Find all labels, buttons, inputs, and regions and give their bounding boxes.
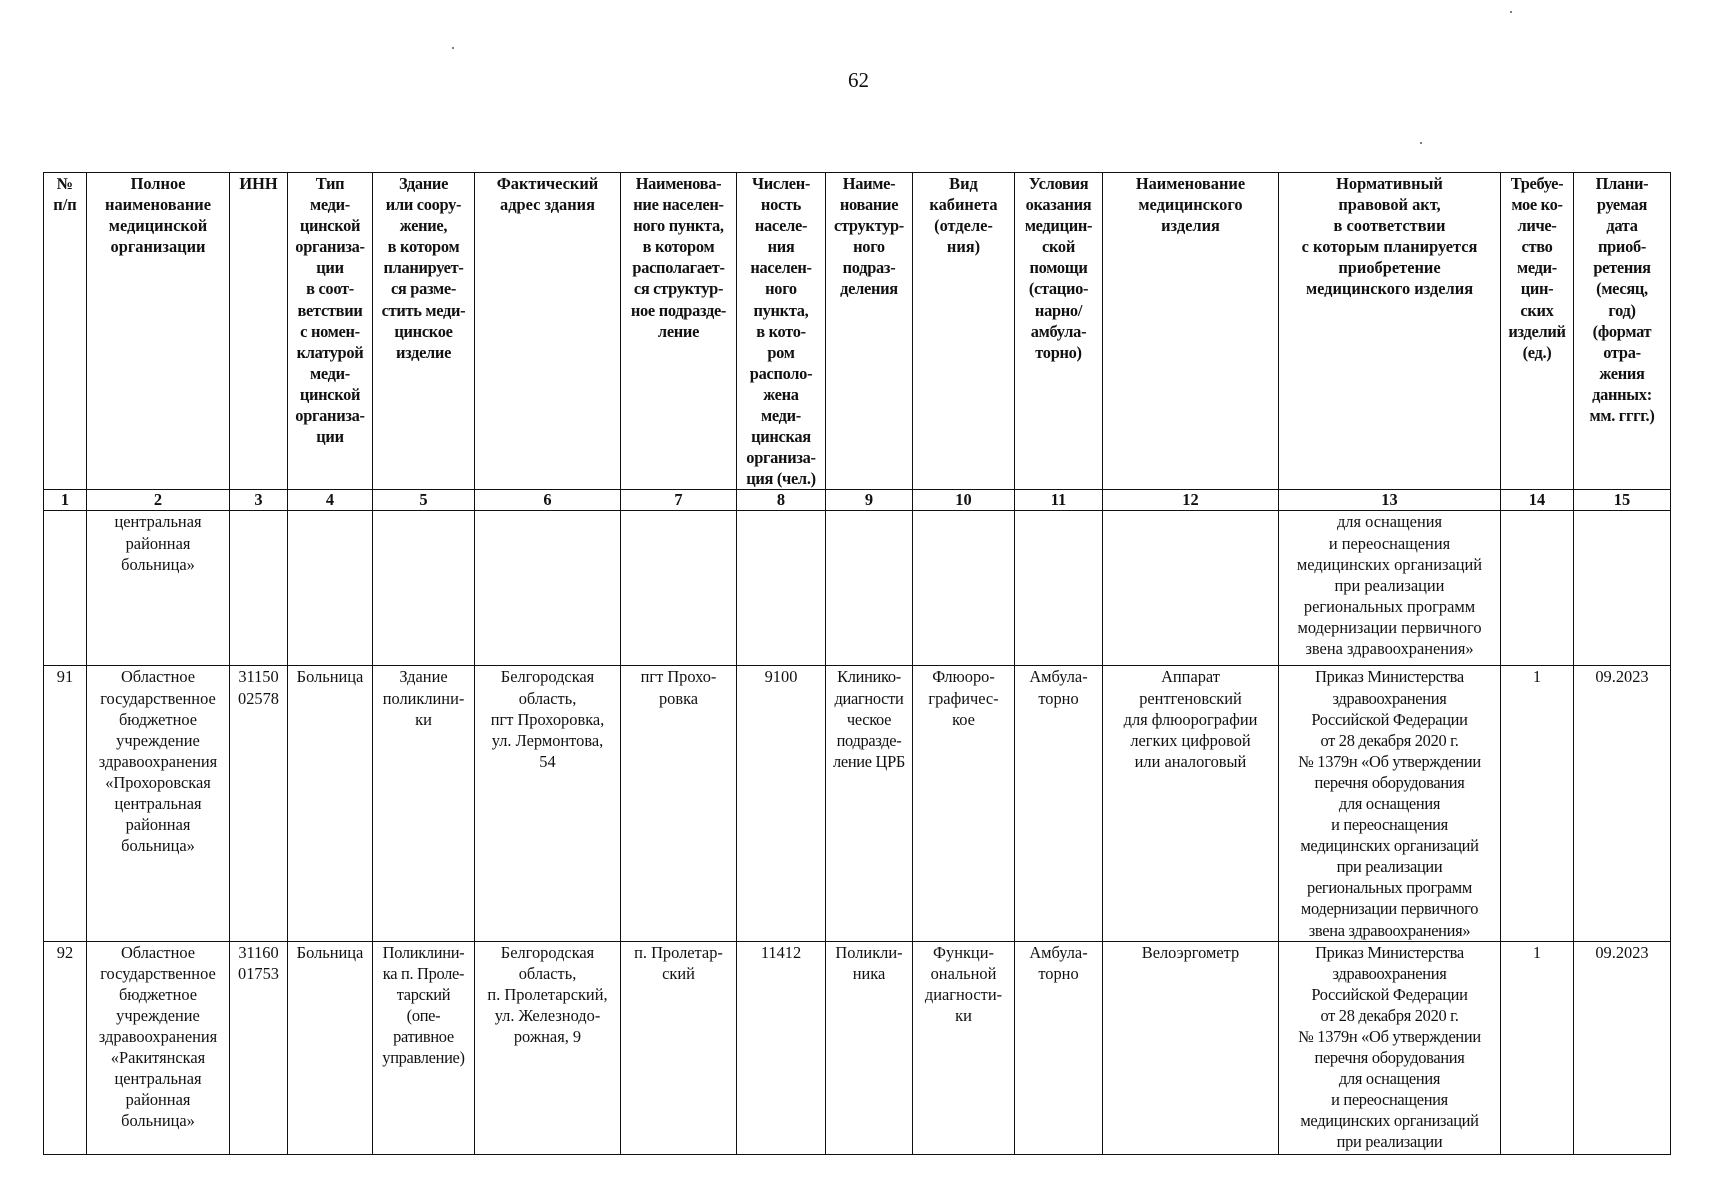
cell-population bbox=[737, 511, 826, 666]
cell-organization-name: центральная районная больница» bbox=[87, 511, 230, 666]
cell-address: Белгородская область, пгт Прохоровка, ул. Лермонтова, 54 bbox=[475, 666, 621, 941]
header-cell-6: Фактический адрес здания bbox=[475, 173, 621, 490]
column-number: 12 bbox=[1103, 490, 1279, 511]
column-number: 15 bbox=[1574, 490, 1671, 511]
cell-number: 91 bbox=[44, 666, 87, 941]
cell-quantity bbox=[1501, 511, 1574, 666]
page-number: 62 bbox=[848, 68, 869, 92]
cell-quantity: 1 bbox=[1501, 666, 1574, 941]
header-cell-2: Полное наименование медицинской организации bbox=[87, 173, 230, 490]
cell-device-name: Велоэргометр bbox=[1103, 941, 1279, 1154]
cell-care-conditions: Амбула- торно bbox=[1015, 941, 1103, 1154]
cell-planned-date: 09.2023 bbox=[1574, 666, 1671, 941]
column-number: 14 bbox=[1501, 490, 1574, 511]
cell-care-conditions bbox=[1015, 511, 1103, 666]
cell-building: Поликлини- ка п. Проле- тарский (опе- ративное управление) bbox=[373, 941, 475, 1154]
cell-address: Белгородская область, п. Пролетарский, ул. Железнодо- рожная, 9 bbox=[475, 941, 621, 1154]
cell-cabinet-type: Флюоро- графичес- кое bbox=[913, 666, 1015, 941]
scan-speck bbox=[1420, 142, 1422, 144]
cell-inn: 31150 02578 bbox=[230, 666, 288, 941]
column-number: 3 bbox=[230, 490, 288, 511]
cell-number: 92 bbox=[44, 941, 87, 1154]
column-number: 7 bbox=[621, 490, 737, 511]
cell-organization-type: Больница bbox=[288, 666, 373, 941]
cell-settlement bbox=[621, 511, 737, 666]
header-cell-4: Тип меди- цинской организа- ции в соот- ветствии с номен- клатурой меди- цинской организа- ции bbox=[288, 173, 373, 490]
header-cell-10: Вид кабинета (отделе- ния) bbox=[913, 173, 1015, 490]
cell-cabinet-type bbox=[913, 511, 1015, 666]
cell-care-conditions: Амбула- торно bbox=[1015, 666, 1103, 941]
column-number: 4 bbox=[288, 490, 373, 511]
table-row-91 bbox=[44, 666, 1671, 941]
column-number: 13 bbox=[1279, 490, 1501, 511]
header-cell-11: Условия оказания медицин- ской помощи (стацио- нарно/ амбула- торно) bbox=[1015, 173, 1103, 490]
column-number: 10 bbox=[913, 490, 1015, 511]
cell-inn: 31160 01753 bbox=[230, 941, 288, 1154]
header-cell-13: Нормативный правовой акт, в соответствии с которым планируется приобретение медицинского изделия bbox=[1279, 173, 1501, 490]
cell-settlement: п. Пролетар- ский bbox=[621, 941, 737, 1154]
table-row-continuation bbox=[44, 511, 1671, 666]
cell-address bbox=[475, 511, 621, 666]
cell-number bbox=[44, 511, 87, 666]
cell-organization-name: Областное государственное бюджетное учреждение здравоохранения «Прохоровская центральная районная больница» bbox=[87, 666, 230, 941]
cell-population: 11412 bbox=[737, 941, 826, 1154]
cell-population: 9100 bbox=[737, 666, 826, 941]
header-cell-1: № п/п bbox=[44, 173, 87, 490]
cell-division: Клинико- диагности ческое подразде- ление ЦРБ bbox=[826, 666, 913, 941]
cell-cabinet-type: Функци- ональной диагности- ки bbox=[913, 941, 1015, 1154]
cell-organization-name: Областное государственное бюджетное учреждение здравоохранения «Ракитянская центральная районная больница» bbox=[87, 941, 230, 1154]
column-number: 11 bbox=[1015, 490, 1103, 511]
column-number: 2 bbox=[87, 490, 230, 511]
cell-organization-type: Больница bbox=[288, 941, 373, 1154]
cell-building bbox=[373, 511, 475, 666]
equipment-plan-table bbox=[43, 172, 1671, 1155]
cell-division bbox=[826, 511, 913, 666]
cell-device-name bbox=[1103, 511, 1279, 666]
header-cell-5: Здание или соору- жение, в котором планирует- ся разме- стить меди- цинское изделие bbox=[373, 173, 475, 490]
cell-legal-act: Приказ Министерства здравоохранения Российской Федерации от 28 декабря 2020 г. № 1379н «Об утверждении перечня оборудования для оснащения и переоснащения медицинских организаций при реализации региональных программ модернизации первичного звена здравоохранения» bbox=[1279, 666, 1501, 941]
header-cell-8: Числен- ность населе- ния населен- ного пункта, в кото- ром располо- жена меди- цинская организа- ция (чел.) bbox=[737, 173, 826, 490]
header-cell-15: Плани- руемая дата приоб- ретения (месяц, год) (формат отра- жения данных: мм. гггг.) bbox=[1574, 173, 1671, 490]
table-row-92 bbox=[44, 941, 1671, 1154]
header-cell-12: Наименование медицинского изделия bbox=[1103, 173, 1279, 490]
column-number: 9 bbox=[826, 490, 913, 511]
column-number-row bbox=[44, 490, 1671, 511]
cell-planned-date: 09.2023 bbox=[1574, 941, 1671, 1154]
cell-settlement: пгт Прохо- ровка bbox=[621, 666, 737, 941]
column-number: 1 bbox=[44, 490, 87, 511]
cell-legal-act: Приказ Министерства здравоохранения Российской Федерации от 28 декабря 2020 г. № 1379н «Об утверждении перечня оборудования для оснащения и переоснащения медицинских организаций при реализации bbox=[1279, 941, 1501, 1154]
scan-speck bbox=[452, 47, 454, 49]
cell-division: Поликли- ника bbox=[826, 941, 913, 1154]
column-number: 8 bbox=[737, 490, 826, 511]
cell-planned-date bbox=[1574, 511, 1671, 666]
cell-legal-act: для оснащения и переоснащения медицинских организаций при реализации региональных программ модернизации первичного звена здравоохранения» bbox=[1279, 511, 1501, 666]
cell-building: Здание поликлини- ки bbox=[373, 666, 475, 941]
cell-device-name: Аппарат рентгеновский для флюорографии легких цифровой или аналоговый bbox=[1103, 666, 1279, 941]
column-number: 5 bbox=[373, 490, 475, 511]
column-number: 6 bbox=[475, 490, 621, 511]
cell-quantity: 1 bbox=[1501, 941, 1574, 1154]
header-cell-9: Наиме- нование структур- ного подраз- деления bbox=[826, 173, 913, 490]
scan-speck bbox=[1510, 11, 1512, 13]
header-cell-7: Наименова- ние населен- ного пункта, в котором располагает- ся структур- ное подразде- ление bbox=[621, 173, 737, 490]
table-header-row bbox=[44, 173, 1671, 490]
header-cell-3: ИНН bbox=[230, 173, 288, 490]
cell-organization-type bbox=[288, 511, 373, 666]
header-cell-14: Требуе- мое ко- личе- ство меди- цин- ских изделий (ед.) bbox=[1501, 173, 1574, 490]
cell-inn bbox=[230, 511, 288, 666]
